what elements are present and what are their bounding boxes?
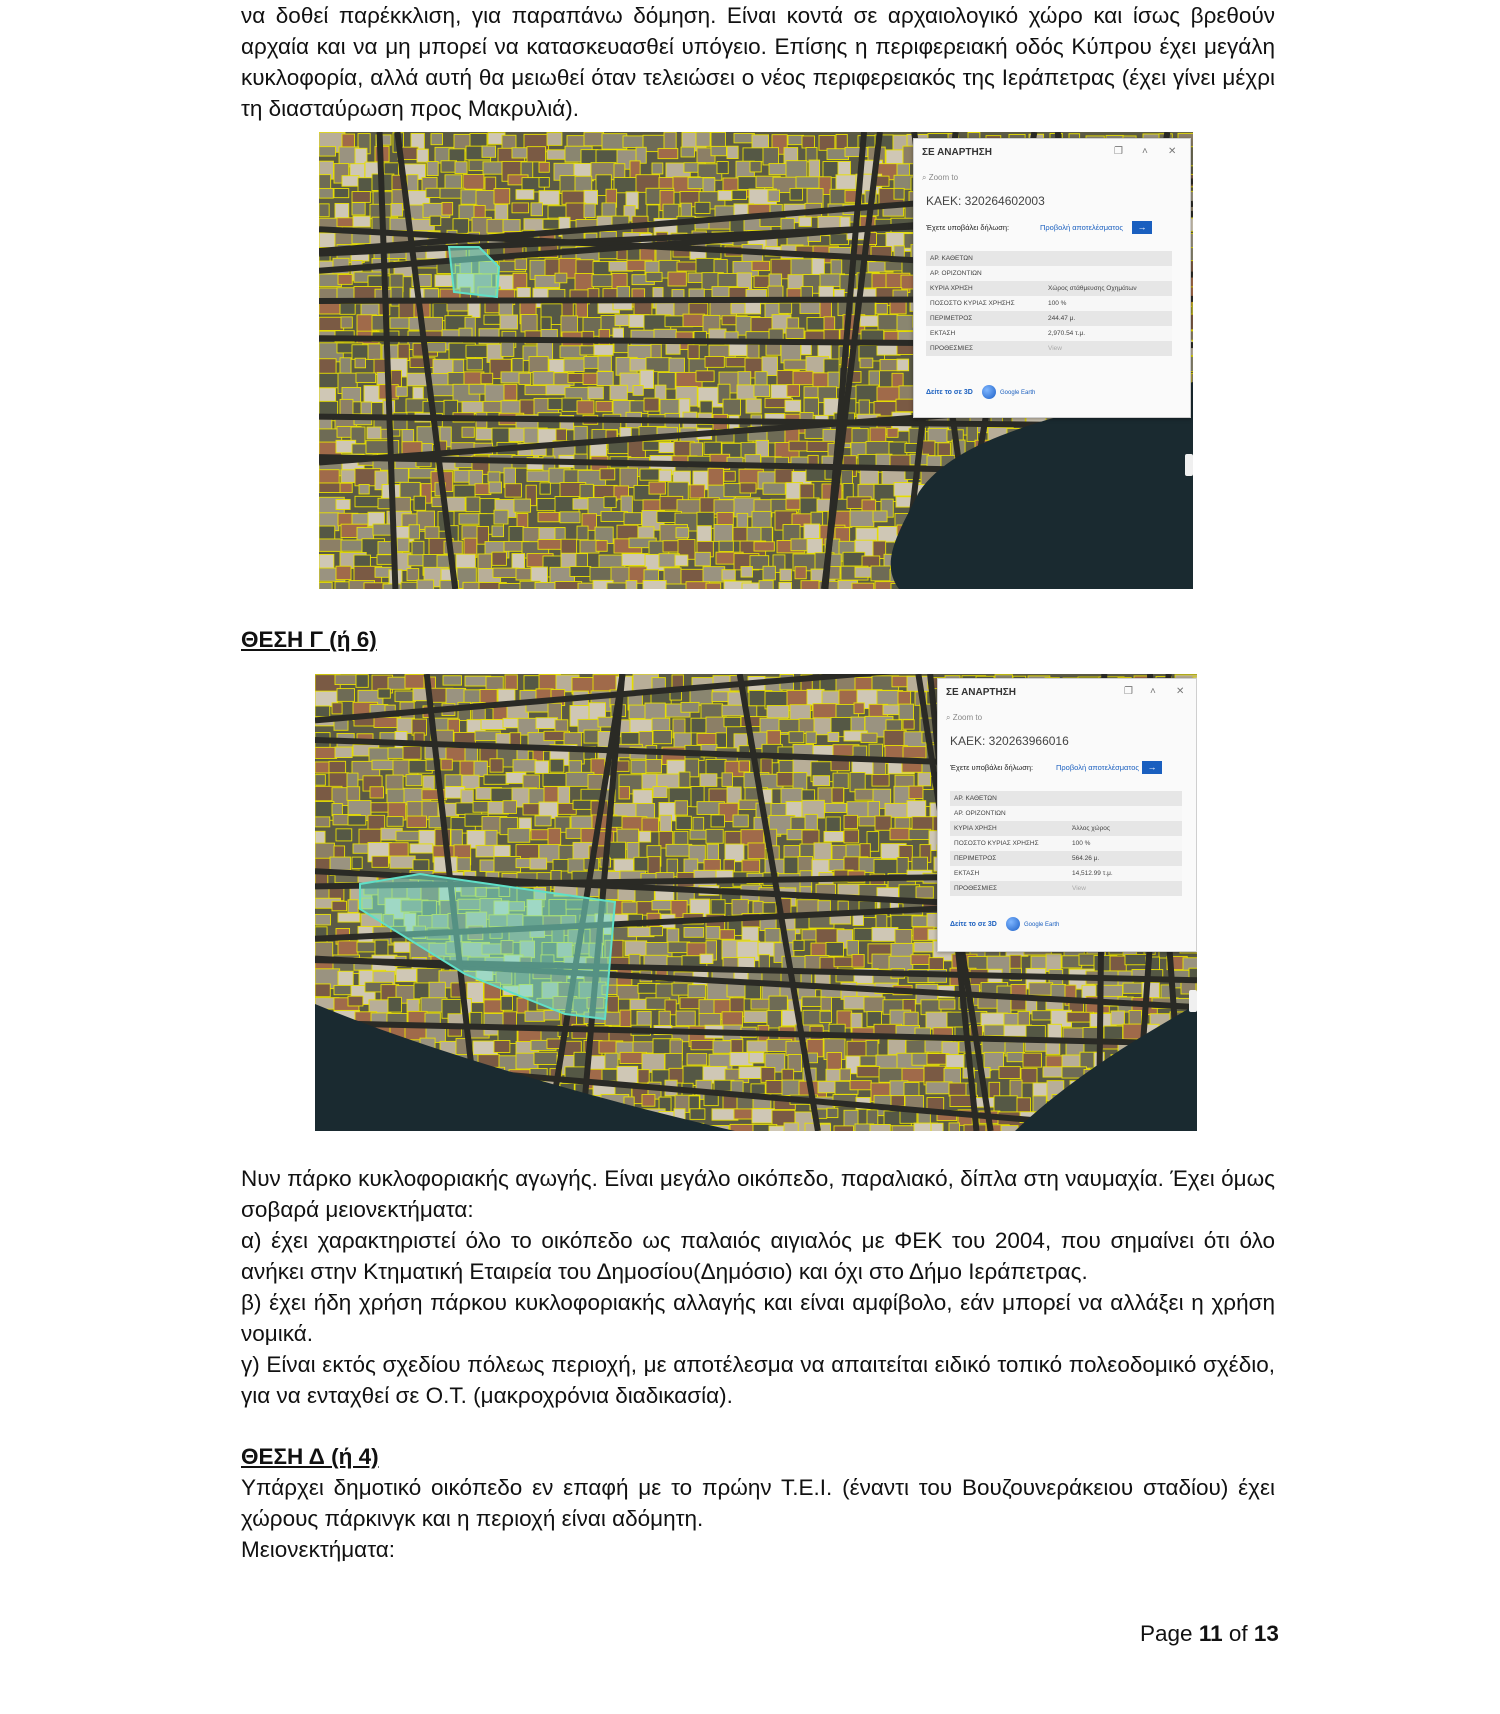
heading-delta: ΘΕΣΗ Δ (ή 4): [241, 1444, 379, 1469]
table-row: ΠΟΣΟΣΤΟ ΚΥΡΙΑΣ ΧΡΗΣΗΣ 100 %: [950, 836, 1182, 851]
close-icon[interactable]: ✕: [1176, 686, 1185, 697]
google-earth-label: Google Earth: [1000, 390, 1036, 396]
point-c-paragraph: γ) Είναι εκτός σχεδίου πόλεως περιοχή, με αποτέλεσμα να απαιτείται ειδικό τοπικό πολεοδομικό σχέδιο, για να ενταχθεί σε Ο.Τ. (μακροχρόνια διαδικασία).: [241, 1352, 1275, 1408]
cadastral-map-2: [315, 674, 1197, 1131]
google-earth-label: Google Earth: [1024, 922, 1060, 928]
point-a-paragraph: α) έχει χαρακτηριστεί όλο το οικόπεδο ως παλαιός αιγιαλός με ΦΕΚ του 2004, που σημαίνει ότι όλο ανήκει στην Κτηματική Εταιρεία του Δημοσίου(Δημόσιο) και όχι στο Δήμο Ιεράπετρας.: [241, 1228, 1275, 1284]
zoom-to-label: Zoom to: [952, 713, 983, 722]
google-earth-globe-icon[interactable]: [982, 385, 996, 399]
zoom-to-link[interactable]: ⌕ Zoom to: [922, 173, 959, 182]
declaration-label: Έχετε υποβάλει δήλωση:: [926, 223, 1010, 232]
table-row: ΚΥΡΙΑ ΧΡΗΣΗ Άλλος χώρος: [950, 821, 1182, 836]
zoom-to-label: Zoom to: [928, 173, 959, 182]
view-results-link[interactable]: Προβολή αποτελέσματος: [1040, 223, 1123, 232]
heading-gamma: ΘΕΣΗ Γ (ή 6): [241, 627, 377, 652]
arrow-right-icon[interactable]: →: [1142, 761, 1162, 774]
table-row: ΑΡ. ΚΑΘΕΤΩΝ: [926, 251, 1172, 266]
table-row: ΠΡΟΘΕΣΜΙΕΣ View: [926, 341, 1172, 356]
collapse-icon[interactable]: ˄: [1150, 686, 1156, 697]
collapse-icon[interactable]: ˄: [1142, 146, 1148, 157]
deadlines-view-link[interactable]: View: [1068, 881, 1182, 896]
delta-paragraph: Υπάρχει δημοτικό οικόπεδο εν επαφή με το πρώην Τ.Ε.Ι. (έναντι του Βουζουνεράκειου σταδίου) έχει χώρους πάρκινγκ και η περιοχή είναι αδόμητη.: [241, 1475, 1275, 1531]
table-row: ΠΕΡΙΜΕΤΡΟΣ 564.26 μ.: [950, 851, 1182, 866]
restore-icon[interactable]: ❐: [1114, 146, 1123, 157]
table-row: ΚΥΡΙΑ ΧΡΗΣΗ Χώρος στάθμευσης Οχημάτων: [926, 281, 1172, 296]
panel-title: ΣΕ ΑΝΑΡΤΗΣΗ: [922, 147, 992, 158]
declaration-label: Έχετε υποβάλει δήλωση:: [950, 763, 1034, 772]
panel-title: ΣΕ ΑΝΑΡΤΗΣΗ: [946, 687, 1016, 698]
intro-paragraph: να δοθεί παρέκκλιση, για παραπάνω δόμηση. Είναι κοντά σε αρχαιολογικό χώρο και ίσως βρεθούν αρχαία και να μη μπορεί να κατασκευασθεί υπόγειο. Επίσης η περιφερειακή οδός Κύπρου έχει μεγάλη κυκλοφορία, αλλά αυτή θα μειωθεί όταν τελειώσει ο νέος περιφερειακός της Ιεράπετρας (έχει γίνει μέχρι τη διασταύρωση προς Μακρυλιά).: [241, 3, 1275, 121]
total-pages-number: 13: [1253, 1621, 1279, 1646]
page-footer: [1140, 1618, 1279, 1649]
table-row: ΠΡΟΘΕΣΜΙΕΣ View: [950, 881, 1182, 896]
view-results-link[interactable]: Προβολή αποτελέσματος: [1056, 763, 1139, 772]
table-row: ΠΕΡΙΜΕΤΡΟΣ 244.47 μ.: [926, 311, 1172, 326]
parcel-attributes-table: [926, 251, 1172, 356]
parcel-info-panel-2: [937, 678, 1197, 952]
page-word: Page: [1140, 1621, 1193, 1646]
table-row: ΠΟΣΟΣΤΟ ΚΥΡΙΑΣ ΧΡΗΣΗΣ 100 %: [926, 296, 1172, 311]
see-3d-link[interactable]: Δείτε το σε 3D: [926, 389, 973, 396]
google-earth-globe-icon[interactable]: [1006, 917, 1020, 931]
kaek-label: ΚΑΕΚ: 320264602003: [926, 194, 1045, 208]
table-row: ΑΡ. ΟΡΙΖΟΝΤΙΩΝ: [950, 806, 1182, 821]
park-paragraph: Νυν πάρκο κυκλοφοριακής αγωγής. Είναι μεγάλο οικόπεδο, παραλιακό, δίπλα στη ναυμαχία. Έχει όμως σοβαρά μειονεκτήματα:: [241, 1166, 1275, 1222]
parcel-info-panel-1: [913, 138, 1191, 418]
restore-icon[interactable]: ❐: [1124, 686, 1133, 697]
table-row: ΑΡ. ΚΑΘΕΤΩΝ: [950, 791, 1182, 806]
arrow-right-icon[interactable]: →: [1132, 221, 1152, 234]
see-3d-link[interactable]: Δείτε το σε 3D: [950, 921, 997, 928]
cadastral-map-1: [319, 132, 1193, 589]
kaek-label: ΚΑΕΚ: 320263966016: [950, 734, 1069, 748]
close-icon[interactable]: ✕: [1168, 146, 1177, 157]
parcel-attributes-table: [950, 791, 1182, 896]
zoom-to-link[interactable]: ⌕ Zoom to: [946, 713, 983, 722]
deadlines-view-link[interactable]: View: [1044, 341, 1172, 356]
of-word: of: [1228, 1621, 1248, 1646]
point-b-paragraph: β) έχει ήδη χρήση πάρκου κυκλοφοριακής αλλαγής και είναι αμφίβολο, εάν μπορεί να αλλάξει η χρήση νομικά.: [241, 1290, 1275, 1346]
table-row: ΕΚΤΑΣΗ 14,512.99 τ.μ.: [950, 866, 1182, 881]
current-page-number: 11: [1198, 1621, 1223, 1646]
map-side-control[interactable]: [1189, 990, 1197, 1012]
table-row: ΑΡ. ΟΡΙΖΟΝΤΙΩΝ: [926, 266, 1172, 281]
table-row: ΕΚΤΑΣΗ 2,970.54 τ.μ.: [926, 326, 1172, 341]
disadvantages-label: Μειονεκτήματα:: [241, 1537, 396, 1562]
map-side-control[interactable]: [1185, 454, 1193, 476]
